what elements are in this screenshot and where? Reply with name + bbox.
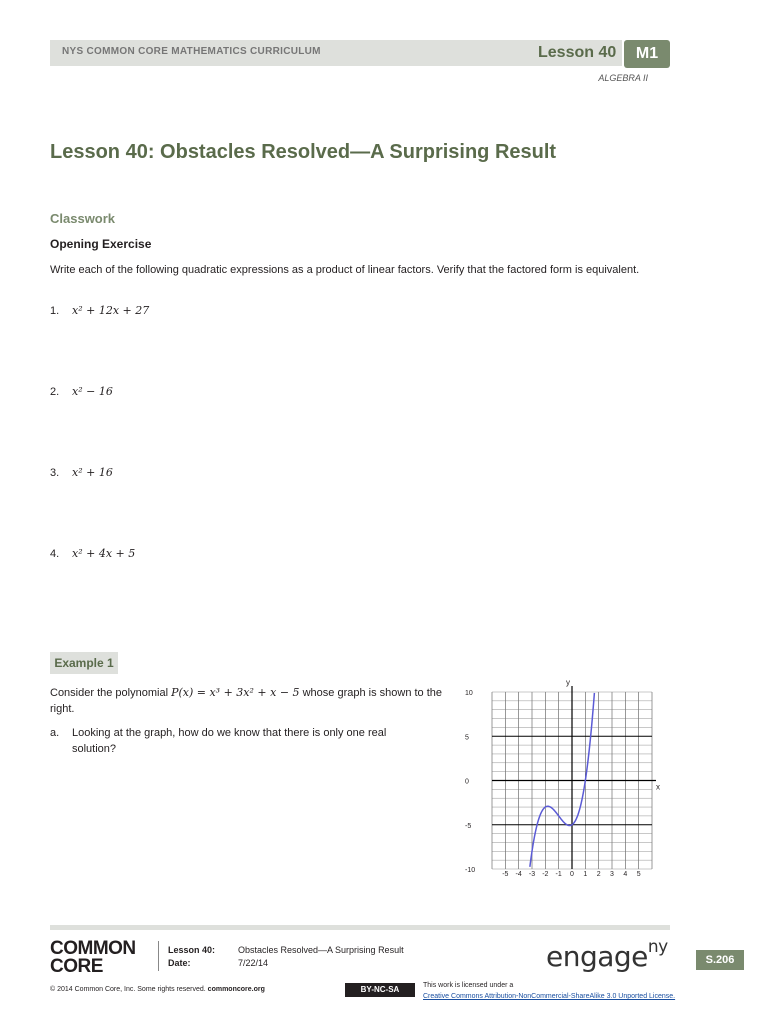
problem-4 bbox=[50, 547, 135, 560]
commoncore-link[interactable]: commoncore.org bbox=[207, 986, 265, 993]
y-tick-label: -10 bbox=[465, 867, 476, 874]
x-tick-label: 5 bbox=[636, 871, 641, 878]
example-1-label: Example 1 bbox=[50, 652, 118, 674]
footer-values bbox=[238, 944, 404, 970]
license-line1: This work is licensed under a bbox=[423, 982, 514, 989]
x-axis-label: x bbox=[656, 782, 660, 792]
graph-axes bbox=[492, 686, 656, 869]
cc-license-badge[interactable]: BY-NC-SA bbox=[345, 983, 415, 997]
polynomial-expression: P(x) = x³ + 3x² + x − 5 bbox=[171, 686, 300, 699]
problem-2 bbox=[50, 385, 113, 398]
x-tick-label: -3 bbox=[528, 871, 536, 878]
problem-number: 4. bbox=[50, 548, 60, 560]
course-label: ALGEBRA II bbox=[598, 73, 648, 83]
opening-exercise-heading: Opening Exercise bbox=[50, 237, 152, 251]
problem-3 bbox=[50, 466, 113, 479]
engage-text: engage bbox=[546, 940, 648, 973]
problem-number: 1. bbox=[50, 305, 60, 317]
classwork-heading: Classwork bbox=[50, 211, 116, 226]
y-axis-label: y bbox=[566, 678, 570, 687]
y-tick-label: 5 bbox=[465, 734, 469, 742]
problem-expression: x² + 4x + 5 bbox=[72, 547, 136, 560]
copyright bbox=[50, 986, 265, 993]
problem-expression: x² + 16 bbox=[72, 466, 113, 479]
problem-expression: x² − 16 bbox=[72, 385, 113, 398]
footer-divider bbox=[50, 925, 670, 930]
intro-text: Consider the polynomial bbox=[50, 687, 172, 699]
x-tick-label: 1 bbox=[583, 871, 588, 878]
common-core-logo bbox=[50, 940, 136, 976]
y-tick-label: -5 bbox=[465, 822, 472, 830]
page-number: S.206 bbox=[696, 950, 744, 970]
part-a-label: a. bbox=[50, 727, 60, 739]
example-1-intro bbox=[50, 685, 460, 717]
graph-tick-labels bbox=[465, 690, 641, 878]
license-text bbox=[423, 980, 675, 1002]
lesson-value: Obstacles Resolved—A Surprising Result bbox=[238, 945, 404, 955]
license-link[interactable]: Creative Commons Attribution-NonCommercial-ShareAlike 3.0 Unported License. bbox=[423, 993, 676, 1000]
x-tick-label: 0 bbox=[570, 871, 574, 878]
part-a-question: Looking at the graph, how do we know that there is only one real solution? bbox=[72, 727, 387, 755]
copyright-text: © 2014 Common Core, Inc. Some rights reserved. bbox=[50, 986, 208, 993]
lesson-number: Lesson 40 bbox=[538, 44, 617, 61]
y-tick-label: 10 bbox=[465, 690, 473, 697]
x-tick-label: -2 bbox=[542, 871, 549, 878]
x-tick-label: 2 bbox=[596, 871, 601, 878]
intro-text: whose graph is shown to the right. bbox=[50, 687, 443, 715]
module-badge: M1 bbox=[624, 40, 670, 68]
problem-1 bbox=[50, 304, 149, 317]
opening-instructions: Write each of the following quadratic expressions as a product of linear factors. Verify that the factored form is equivalent. bbox=[50, 264, 640, 276]
problem-number: 2. bbox=[50, 386, 60, 398]
problem-expression: x² + 12x + 27 bbox=[72, 304, 150, 317]
date-value: 7/22/14 bbox=[238, 958, 269, 968]
x-tick-label: -4 bbox=[515, 871, 522, 878]
engageny-logo bbox=[546, 936, 668, 973]
polynomial-graph bbox=[462, 676, 666, 882]
logo-line2: CORE bbox=[50, 956, 103, 977]
curriculum-label: NYS COMMON CORE MATHEMATICS CURRICULUM bbox=[62, 46, 321, 57]
x-tick-label: 4 bbox=[623, 871, 628, 878]
y-tick-label: 0 bbox=[465, 778, 469, 786]
lesson-label: Lesson 40: bbox=[168, 945, 216, 955]
footer-labels bbox=[168, 944, 215, 970]
x-tick-label: 3 bbox=[610, 871, 614, 878]
ny-text: ny bbox=[647, 936, 668, 957]
footer-separator bbox=[158, 941, 159, 971]
page-title: Lesson 40: Obstacles Resolved—A Surprising Result bbox=[50, 141, 557, 163]
x-tick-label: -5 bbox=[502, 871, 509, 878]
problem-number: 3. bbox=[50, 467, 60, 479]
date-label: Date: bbox=[168, 958, 191, 968]
logo-line1: COMMON bbox=[50, 938, 136, 959]
x-tick-label: -1 bbox=[555, 871, 562, 878]
